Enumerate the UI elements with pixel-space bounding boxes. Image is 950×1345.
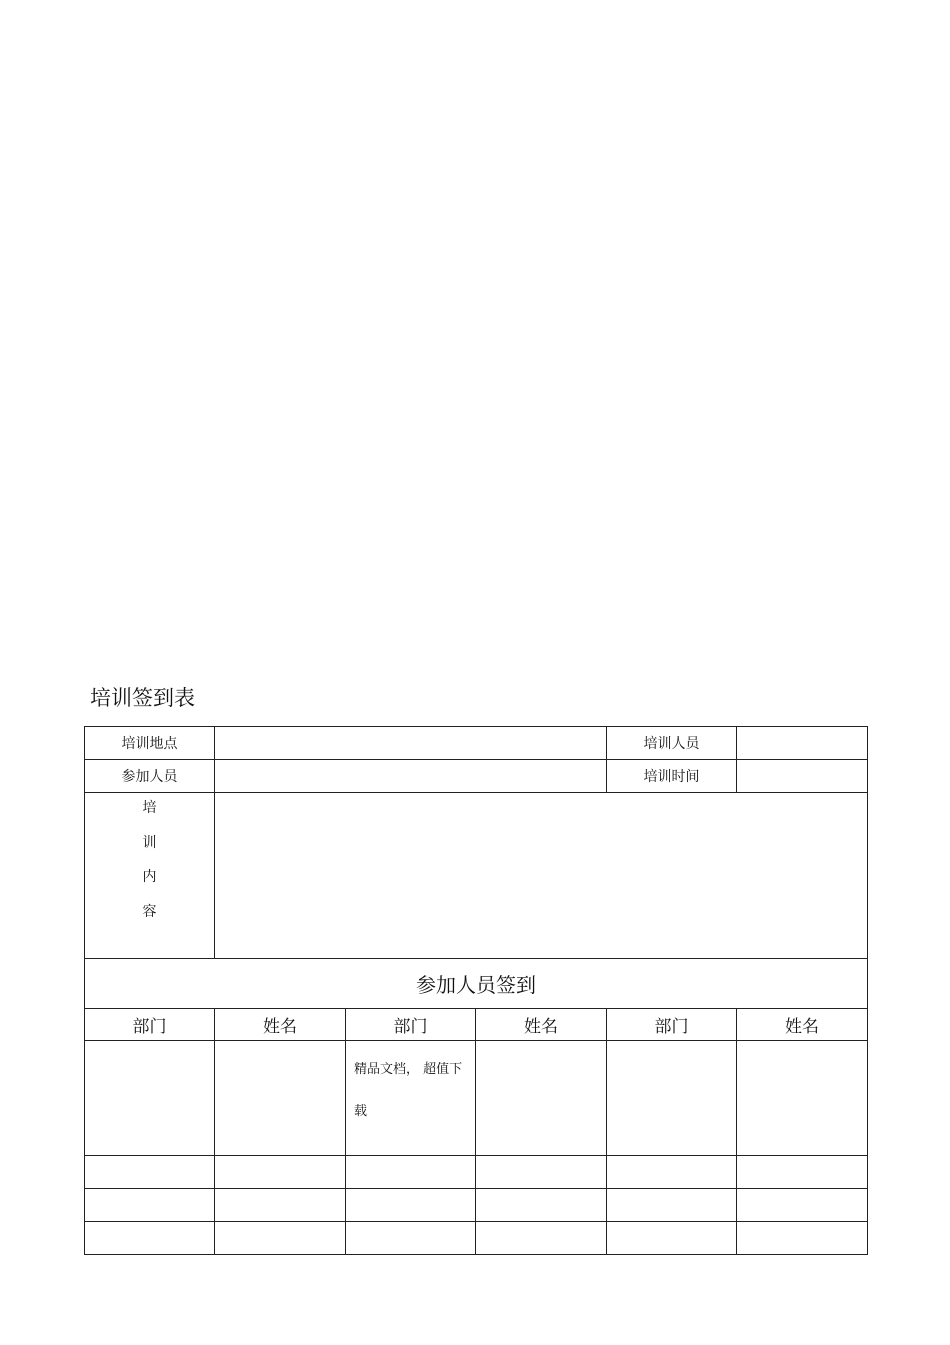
attendees-label: 参加人员 bbox=[85, 760, 215, 793]
column-header-name: 姓名 bbox=[215, 1009, 346, 1041]
trainer-field[interactable] bbox=[737, 727, 868, 760]
location-label: 培训地点 bbox=[85, 727, 215, 760]
signin-cell-name[interactable] bbox=[215, 1222, 346, 1255]
signin-cell-department[interactable] bbox=[346, 1156, 476, 1189]
signin-row bbox=[85, 1041, 868, 1156]
signin-cell-department[interactable] bbox=[346, 1222, 476, 1255]
signin-row bbox=[85, 1156, 868, 1189]
trainer-label: 培训人员 bbox=[607, 727, 737, 760]
content-label bbox=[85, 793, 215, 959]
signin-cell-name[interactable] bbox=[737, 1041, 868, 1156]
signin-cell-department[interactable] bbox=[85, 1189, 215, 1222]
signin-cell-department[interactable] bbox=[607, 1222, 737, 1255]
signin-row bbox=[85, 1189, 868, 1222]
watermark-note-text: 精品文档， 超值下载 bbox=[354, 1062, 463, 1119]
content-label-char: 训 bbox=[142, 834, 157, 851]
signin-cell-department[interactable] bbox=[85, 1222, 215, 1255]
column-header-department: 部门 bbox=[346, 1009, 476, 1041]
column-header-department: 部门 bbox=[607, 1009, 737, 1041]
signin-cell-name[interactable] bbox=[215, 1041, 346, 1156]
attendees-field[interactable] bbox=[215, 760, 607, 793]
info-row-content bbox=[85, 793, 868, 959]
info-row-location bbox=[85, 727, 868, 760]
info-row-attendees bbox=[85, 760, 868, 793]
signin-cell-name[interactable] bbox=[476, 1189, 607, 1222]
signin-section-row bbox=[85, 959, 868, 1009]
content-label-vertical bbox=[85, 793, 214, 921]
signin-cell-name[interactable] bbox=[476, 1156, 607, 1189]
time-label: 培训时间 bbox=[607, 760, 737, 793]
column-header-name: 姓名 bbox=[476, 1009, 607, 1041]
signin-cell-name[interactable] bbox=[476, 1222, 607, 1255]
signin-cell-department[interactable] bbox=[607, 1189, 737, 1222]
column-header-name: 姓名 bbox=[737, 1009, 868, 1041]
content-label-char: 容 bbox=[142, 903, 157, 920]
content-label-char: 培 bbox=[142, 800, 157, 816]
content-label-char: 内 bbox=[142, 869, 157, 886]
signin-cell-name[interactable] bbox=[737, 1222, 868, 1255]
training-signin-table bbox=[84, 726, 868, 1255]
document-title: 培训签到表 bbox=[90, 686, 195, 710]
signin-section-title: 参加人员签到 bbox=[85, 959, 868, 1009]
signin-cell-name[interactable] bbox=[737, 1189, 868, 1222]
signin-cell-department[interactable] bbox=[607, 1156, 737, 1189]
signin-header-row bbox=[85, 1009, 868, 1041]
column-header-department: 部门 bbox=[85, 1009, 215, 1041]
signin-cell-name[interactable] bbox=[476, 1041, 607, 1156]
location-field[interactable] bbox=[215, 727, 607, 760]
signin-cell-name[interactable] bbox=[215, 1156, 346, 1189]
signin-cell-name[interactable] bbox=[737, 1156, 868, 1189]
content-field[interactable] bbox=[215, 793, 868, 959]
signin-cell-department[interactable] bbox=[346, 1189, 476, 1222]
signin-cell-department[interactable] bbox=[85, 1041, 215, 1156]
time-field[interactable] bbox=[737, 760, 868, 793]
signin-cell-department[interactable] bbox=[607, 1041, 737, 1156]
signin-cell-department[interactable] bbox=[85, 1156, 215, 1189]
signin-row bbox=[85, 1222, 868, 1255]
signin-cell-department[interactable] bbox=[346, 1041, 476, 1156]
signin-cell-name[interactable] bbox=[215, 1189, 346, 1222]
